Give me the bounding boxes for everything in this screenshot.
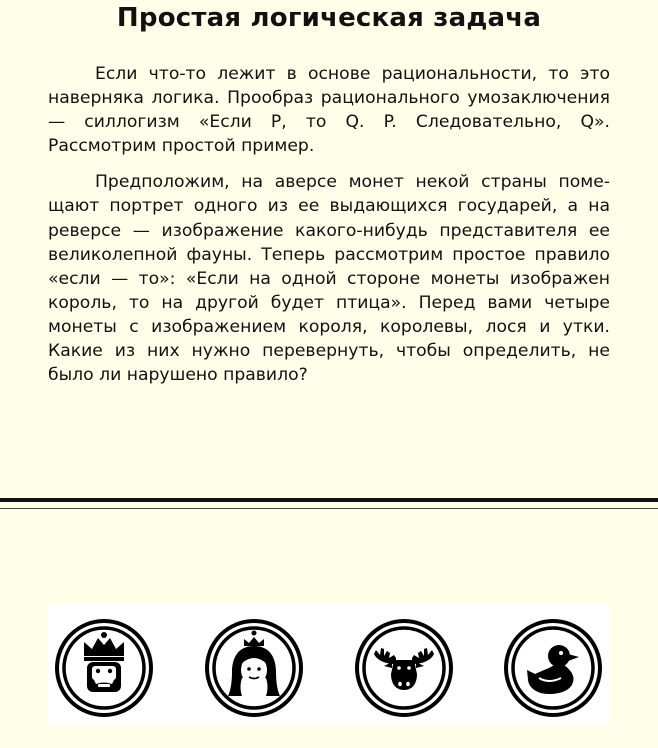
section-divider-thin	[0, 508, 658, 509]
page-title: Простая логическая задача	[116, 3, 542, 33]
paragraph-problem: Предположим, на аверсе монет некой страны помещают портрет одного из ее выдающихся государей, а на реверсе — изображение какого-нибудь представителя ее великолепной фауны. Теперь рассмотрим простое правило «если — то»: «Если на одной стороне монеты изображен король, то на другой будет птица». Перед вами четыре монеты с изображением короля, королевы, лося и утки. Какие из них нужно перевернуть, чтобы определить, не было ли нарушено правило?	[48, 172, 610, 386]
king-icon	[54, 618, 154, 718]
coin-queen[interactable]	[204, 618, 304, 718]
coin-moose[interactable]	[354, 618, 454, 718]
section-divider-thick	[0, 498, 658, 502]
duck-icon	[503, 618, 603, 718]
coin-king[interactable]	[54, 618, 154, 718]
paragraph-intro: Если что-то лежит в основе рациональности, то это наверняка логика. Прообраз рационального умозаключения — силлогизм «Если P, то Q. P. Следовательно, Q». Рассмотрим простой пример.	[48, 64, 610, 157]
article-body	[48, 62, 610, 399]
queen-icon	[204, 618, 304, 718]
moose-icon	[354, 618, 454, 718]
coin-duck[interactable]	[503, 618, 603, 718]
coin-strip	[48, 604, 610, 726]
